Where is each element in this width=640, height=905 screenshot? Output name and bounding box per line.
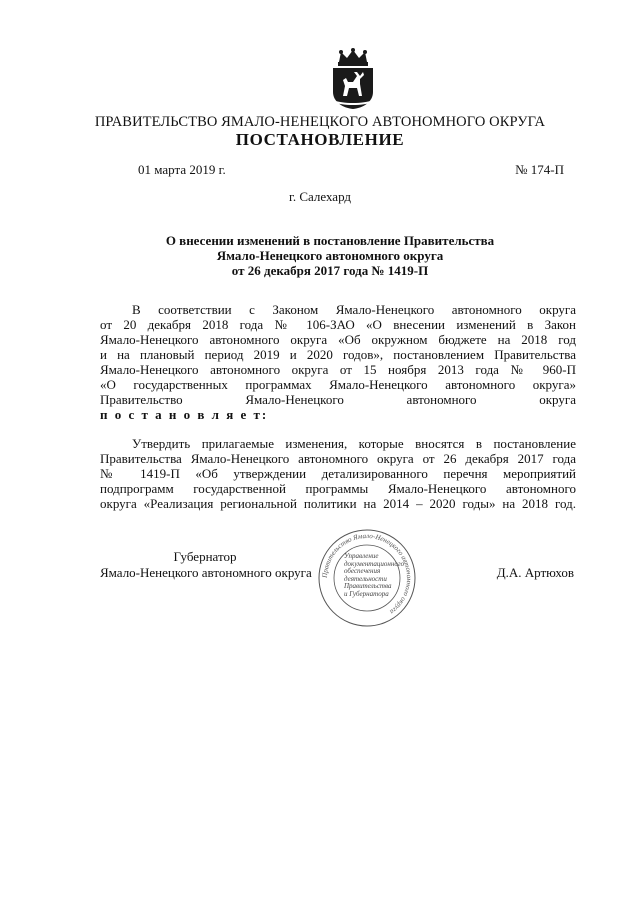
paragraph-line: «О государственных программах Ямало-Ненецкого автономного округа»: [100, 377, 576, 392]
paragraph-basis: [100, 302, 576, 422]
signatory-position: [100, 549, 310, 581]
paragraph-line: Ямало-Ненецкого автономного округа «Об окружном бюджете на 2018 год: [100, 332, 576, 347]
document-type: ПОСТАНОВЛЕНИЕ: [235, 130, 405, 149]
paragraph-line: Утвердить прилагаемые изменения, которые вносятся в постановление: [132, 436, 576, 451]
decree-word: п о с т а н о в л я е т:: [100, 407, 269, 422]
heading-line: О внесении изменений в постановление Правительства: [165, 233, 495, 248]
paragraph-line: подпрограмм государственной программы Ямало-Ненецкого автономного: [100, 481, 576, 496]
paragraph-line: В соответствии с Законом Ямало-Ненецкого автономного округа: [132, 302, 576, 317]
signatory-title: Губернатор: [173, 549, 237, 564]
paragraph-resolution: [100, 436, 576, 511]
paragraph-line: № 1419-П «Об утверждении детализированного перечня мероприятий: [100, 466, 576, 481]
paragraph-line: Правительство Ямало-Ненецкого автономного округа: [100, 392, 576, 407]
heading-line: Ямало-Ненецкого автономного округа: [216, 248, 444, 263]
stamp-ring-text: Правительство Ямало-Ненецкого автономного округа: [320, 531, 414, 616]
paragraph-line: Ямало-Ненецкого автономного округа от 15 ноября 2013 года № 960-П: [100, 362, 576, 377]
government-title: ПРАВИТЕЛЬСТВО ЯМАЛО-НЕНЕЦКОГО АВТОНОМНОГО ОКРУГА: [94, 114, 546, 130]
yamal-coat-of-arms-icon: [327, 48, 379, 110]
paragraph-line: от 20 декабря 2018 года № 106-ЗАО «О внесении изменений в Закон: [100, 317, 576, 332]
document-date: 01 марта 2019 г.: [138, 162, 226, 177]
document-heading: [100, 233, 560, 278]
heading-line: от 26 декабря 2017 года № 1419-П: [231, 263, 429, 278]
stamp-line: Правительства: [344, 582, 392, 590]
stamp-line: обеспечения: [344, 567, 381, 575]
stamp-line: и Губернатора: [344, 589, 389, 598]
stamp-line: Управление: [344, 552, 379, 560]
signatory-name: Д.А. Артюхов: [496, 565, 574, 580]
signatory-region: Ямало-Ненецкого автономного округа: [100, 565, 312, 580]
stamp-inner-text: [344, 553, 408, 598]
paragraph-line: и на плановый период 2019 и 2020 годов», постановлением Правительства: [100, 347, 576, 362]
paragraph-line: Правительства Ямало-Ненецкого автономного округа от 26 декабря 2017 года: [100, 451, 576, 466]
stamp-line: деятельности: [344, 574, 387, 583]
stamp-line: документационного: [344, 559, 405, 568]
document-city: г. Салехард: [288, 189, 352, 204]
document-number: № 174-П: [515, 162, 564, 177]
paragraph-line: округа «Реализация региональной политики на 2014 – 2020 годы» на 2018 год.: [100, 496, 576, 511]
